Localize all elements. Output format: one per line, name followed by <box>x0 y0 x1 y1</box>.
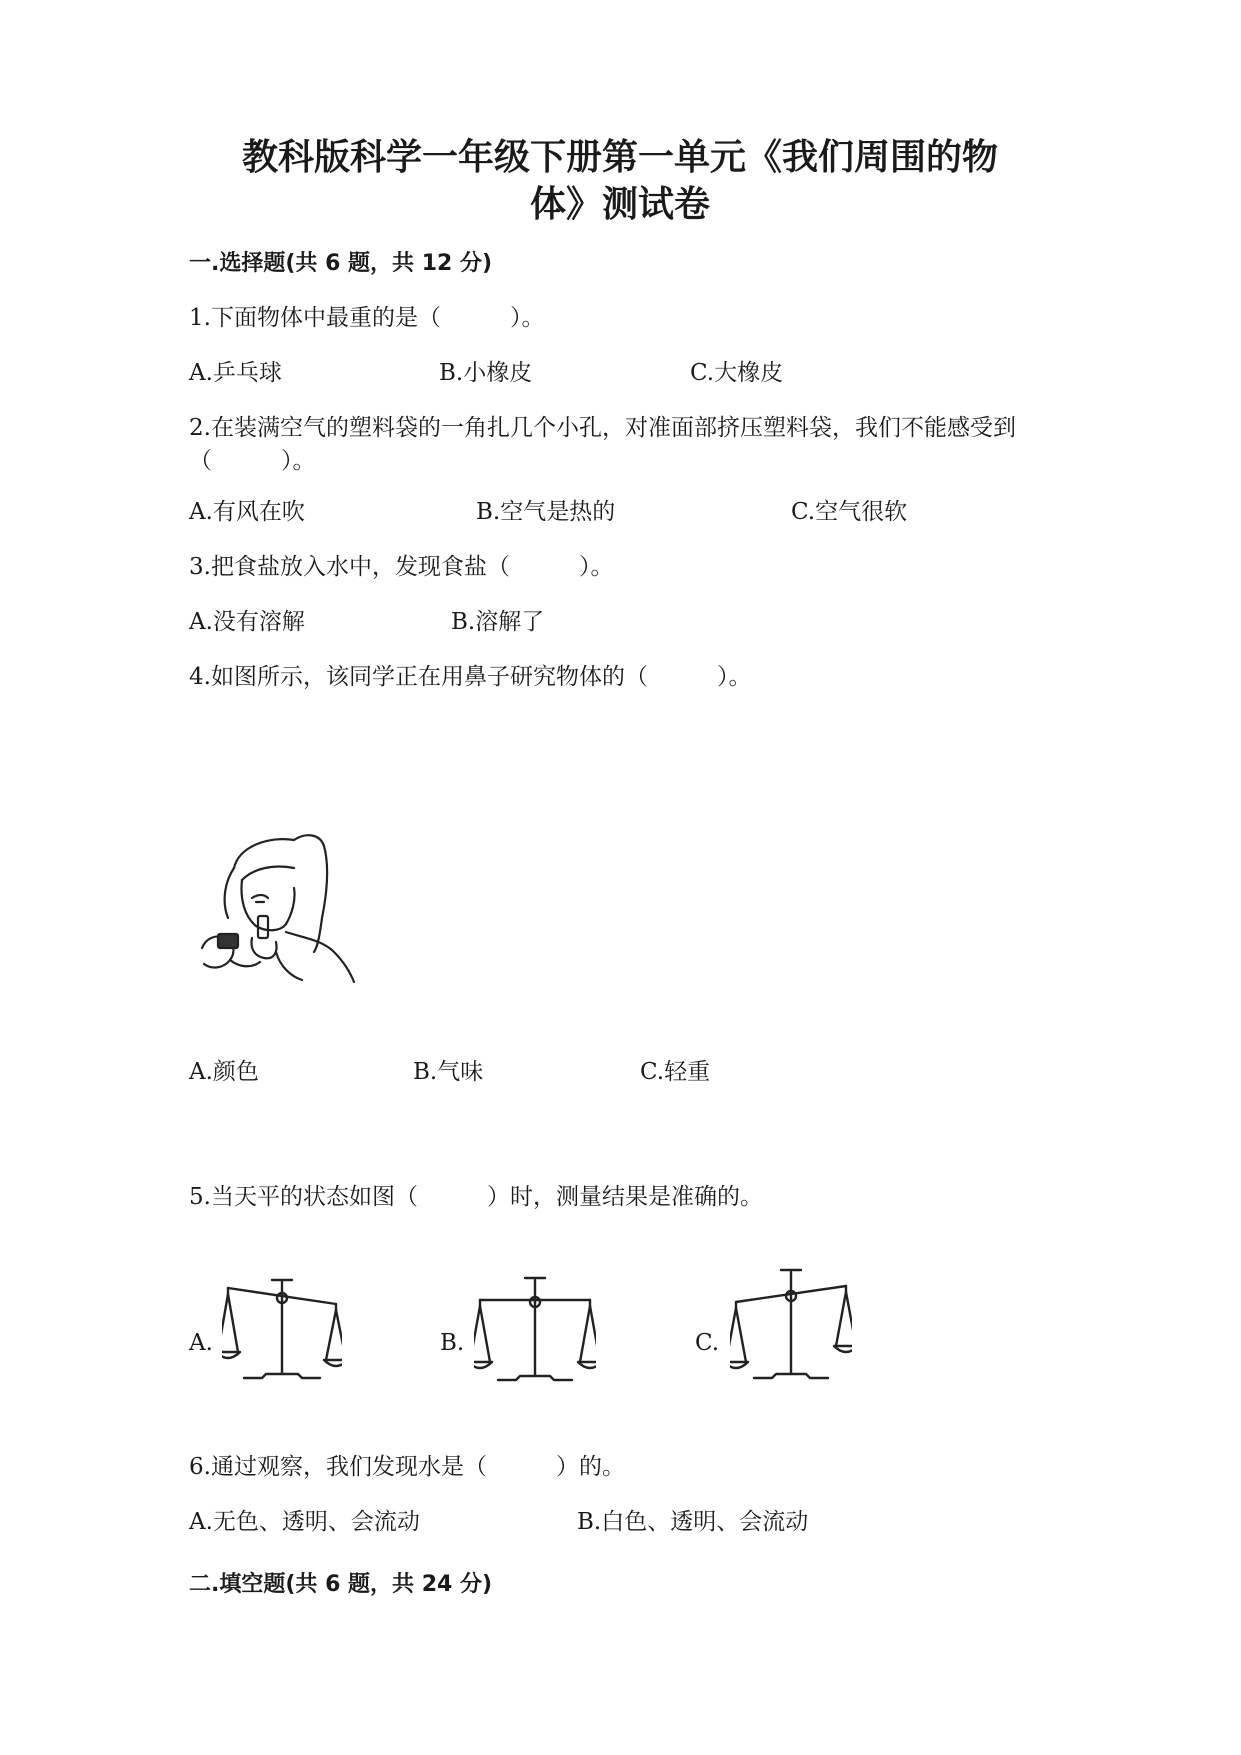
question-3-stem: 3.把食盐放入水中，发现食盐（ ）。 <box>189 554 614 580</box>
q1-option-b[interactable]: B.小橡皮 <box>439 360 533 386</box>
question-2-stem-text: 2.在装满空气的塑料袋的一角扎几个小孔，对准面部挤压塑料袋，我们不能感受到（ ）。 <box>189 415 1016 474</box>
balance-right-heavy-icon <box>730 1266 852 1384</box>
q2-option-b[interactable]: B.空气是热的 <box>476 499 616 525</box>
balance-level-icon <box>474 1274 596 1386</box>
q5-option-b[interactable]: B. <box>440 1330 465 1356</box>
q6-option-a[interactable]: A.无色、透明、会流动 <box>189 1509 420 1535</box>
q5-option-a[interactable]: A. <box>189 1330 213 1356</box>
question-2-stem <box>189 415 1059 478</box>
q2-option-a[interactable]: A.有风在吹 <box>189 499 305 525</box>
q4-option-c[interactable]: C.轻重 <box>640 1059 711 1085</box>
girl-smelling-icon <box>194 828 364 990</box>
q1-option-c[interactable]: C.大橡皮 <box>690 360 784 386</box>
question-4-stem: 4.如图所示，该同学正在用鼻子研究物体的（ ）。 <box>189 664 752 690</box>
section-heading-fill-in: 二.填空题(共 6 题，共 24 分) <box>189 1572 493 1597</box>
page-title-line2: 体》测试卷 <box>529 184 710 225</box>
q6-option-b[interactable]: B.白色、透明、会流动 <box>577 1509 809 1535</box>
section-heading-choice: 一.选择题(共 6 题，共 12 分) <box>189 251 493 276</box>
q4-option-a[interactable]: A.颜色 <box>189 1059 259 1085</box>
q3-option-b[interactable]: B.溶解了 <box>451 609 545 635</box>
balance-left-heavy-icon <box>222 1274 342 1386</box>
q1-option-a[interactable]: A.乒乓球 <box>189 360 282 386</box>
question-5-stem: 5.当天平的状态如图（ ）时，测量结果是准确的。 <box>189 1184 763 1210</box>
q5-option-c[interactable]: C. <box>695 1330 720 1356</box>
q2-option-c[interactable]: C.空气很软 <box>791 499 908 525</box>
question-1-stem: 1.下面物体中最重的是（ ）。 <box>189 305 545 331</box>
question-6-stem: 6.通过观察，我们发现水是（ ）的。 <box>189 1454 625 1480</box>
q4-option-b[interactable]: B.气味 <box>413 1059 484 1085</box>
q3-option-a[interactable]: A.没有溶解 <box>189 609 305 635</box>
page-title-line1: 教科版科学一年级下册第一单元《我们周围的物 <box>241 137 998 178</box>
